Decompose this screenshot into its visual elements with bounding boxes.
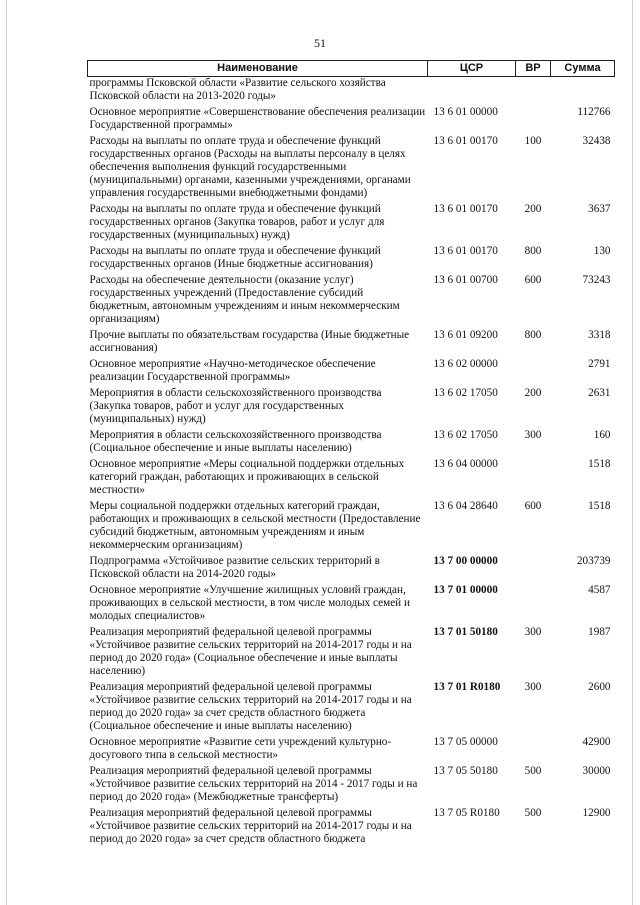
row-sum-cell: 2600 (588, 681, 611, 693)
table-row (88, 245, 615, 274)
table-row (88, 329, 615, 358)
row-vr-cell: 200 (524, 203, 542, 215)
row-sum-cell (551, 77, 615, 107)
table-body (88, 77, 615, 850)
row-csr-cell: 13 6 01 00170 (433, 135, 498, 147)
table-row (88, 626, 615, 681)
row-name-cell: Основное мероприятие «Улучшение жилищных условий граждан, проживающих в сельской местности, в том числе молодых семей и молодых специалистов» (89, 584, 410, 622)
row-sum-cell: 1987 (588, 626, 611, 638)
table-row (88, 135, 615, 203)
table-row (88, 681, 615, 736)
table-row (88, 765, 615, 807)
row-name-cell: Подпрограмма «Устойчивое развитие сельских территорий в Псковской области на 2014-2020 годы» (89, 555, 380, 580)
row-vr-cell (516, 458, 551, 500)
row-vr-cell (516, 584, 551, 626)
row-sum-cell: 32438 (582, 135, 611, 147)
row-sum-cell: 1518 (588, 500, 611, 512)
row-vr-cell: 500 (524, 765, 542, 777)
row-vr-cell: 300 (524, 681, 542, 693)
budget-table (87, 60, 615, 849)
row-name-cell: Расходы на выплаты по оплате труда и обеспечение функций государственных органов (Иные бюджетные ассигнования) (89, 245, 381, 270)
row-vr-cell: 300 (524, 429, 542, 441)
page-number: 51 (314, 36, 326, 50)
row-csr-cell: 13 6 04 28640 (433, 500, 498, 512)
row-csr-cell: 13 7 05 00000 (433, 736, 498, 748)
table-row (88, 500, 615, 555)
row-sum-cell: 160 (593, 429, 611, 441)
row-name-cell: Меры социальной поддержки отдельных категорий граждан, работающих и проживающих в сельской местности (Предоставление субсидий бюджетным, автономным учреждениям и иным некоммерческим организациям) (89, 500, 421, 551)
row-sum-cell: 130 (593, 245, 611, 257)
header-vr: ВР (516, 61, 551, 77)
row-sum-cell: 3637 (588, 203, 611, 215)
row-vr-cell (516, 77, 551, 107)
row-name-cell: Основное мероприятие «Совершенствование обеспечения реализации Государственной программы» (89, 106, 426, 131)
row-name-cell: программы Псковской области «Развитие сельского хозяйства Псковской области на 2013-2020 годы» (89, 77, 386, 102)
row-vr-cell: 200 (524, 387, 542, 399)
row-vr-cell (516, 358, 551, 387)
table-row (88, 584, 615, 626)
table-row (88, 429, 615, 458)
row-csr-cell: 13 6 01 00700 (433, 274, 498, 286)
row-sum-cell: 112766 (577, 106, 611, 118)
table-row (88, 387, 615, 429)
row-csr-cell: 13 6 01 00170 (433, 203, 498, 215)
row-name-cell: Прочие выплаты по обязательствам государства (Иные бюджетные ассигнования) (89, 329, 410, 354)
row-name-cell: Расходы на обеспечение деятельности (оказание услуг) государственных учреждений (Предоставление субсидий бюджетным, автономным учреждениям и иным некоммерческим организациям) (89, 274, 400, 325)
row-name-cell: Основное мероприятие «Развитие сети учреждений культурно-досугового типа в сельской местности» (89, 736, 392, 761)
row-csr-cell: 13 6 02 17050 (433, 387, 498, 399)
table-row (88, 274, 615, 329)
table-row (88, 106, 615, 135)
row-name-cell: Реализация мероприятий федеральной целевой программы «Устойчивое развитие сельских территорий на 2014-2017 годы и на период до 2020 года» (Социальное обеспечение и иные выплаты населению) (89, 626, 412, 677)
row-name-cell: Реализация мероприятий федеральной целевой программы «Устойчивое развитие сельских территорий на 2014-2017 годы и на период до 2020 года» за счет средств областного бюджета (89, 807, 412, 845)
row-vr-cell: 300 (524, 626, 542, 638)
row-vr-cell: 100 (524, 135, 542, 147)
row-sum-cell: 30000 (582, 765, 611, 777)
row-csr-cell: 13 6 02 17050 (433, 429, 498, 441)
table-row (88, 358, 615, 387)
row-csr-cell: 13 6 02 00000 (433, 358, 498, 370)
row-vr-cell (516, 555, 551, 584)
row-name-cell: Основное мероприятие «Научно-методическое обеспечение реализации Государственной программы» (89, 358, 376, 383)
row-vr-cell: 800 (524, 329, 542, 341)
row-csr-cell: 13 7 00 00000 (433, 555, 498, 567)
row-csr-cell: 13 6 04 00000 (433, 458, 498, 470)
table-header-row (88, 61, 615, 77)
row-csr-cell: 13 6 01 09200 (433, 329, 498, 341)
table-row (88, 458, 615, 500)
scan-edge-right (632, 0, 633, 905)
row-csr-cell (428, 77, 516, 107)
table-row (88, 77, 615, 107)
row-vr-cell: 800 (524, 245, 542, 257)
row-csr-cell: 13 7 01 00000 (433, 584, 498, 596)
row-csr-cell: 13 7 05 R0180 (433, 807, 500, 819)
row-sum-cell: 12900 (582, 807, 611, 819)
row-sum-cell: 203739 (576, 555, 611, 567)
table-row (88, 555, 615, 584)
row-vr-cell (516, 736, 551, 765)
row-sum-cell: 42900 (582, 736, 611, 748)
header-sum: Сумма (551, 61, 615, 77)
header-name: Наименование (88, 61, 428, 77)
row-name-cell: Основное мероприятие «Меры социальной поддержки отдельных категорий граждан, работающих и проживающих в сельской местности» (89, 458, 405, 496)
row-vr-cell: 500 (524, 807, 542, 819)
row-name-cell: Мероприятия в области сельскохозяйственного производства (Социальное обеспечение и иные выплаты населению) (89, 429, 382, 454)
header-csr: ЦСР (428, 61, 516, 77)
row-csr-cell: 13 7 05 50180 (433, 765, 498, 777)
row-sum-cell: 73243 (582, 274, 611, 286)
row-name-cell: Мероприятия в области сельскохозяйственного производства (Закупка товаров, работ и услуг для государственных (муниципальных) нужд) (89, 387, 382, 425)
row-csr-cell: 13 7 01 50180 (433, 626, 498, 638)
row-sum-cell: 3318 (588, 329, 611, 341)
row-sum-cell: 2631 (588, 387, 611, 399)
scan-edge-left (6, 0, 7, 905)
row-vr-cell: 600 (524, 274, 542, 286)
table-row (88, 807, 615, 849)
table-row (88, 736, 615, 765)
row-sum-cell: 1518 (588, 458, 611, 470)
row-vr-cell (516, 106, 551, 135)
row-sum-cell: 2791 (588, 358, 611, 370)
row-vr-cell: 600 (524, 500, 542, 512)
row-name-cell: Реализация мероприятий федеральной целевой программы «Устойчивое развитие сельских территорий на 2014-2017 годы и на период до 2020 года» за счет средств областного бюджета (Социальное обеспечение и иные выплаты населению) (89, 681, 412, 732)
row-name-cell: Реализация мероприятий федеральной целевой программы «Устойчивое развитие сельских территорий на 2014 - 2017 годы и на период до 2020 года» (Межбюджетные трансферты) (89, 765, 418, 803)
row-csr-cell: 13 7 01 R0180 (433, 681, 501, 693)
row-sum-cell: 4587 (588, 584, 611, 596)
row-name-cell: Расходы на выплаты по оплате труда и обеспечение функций государственных органов (Расходы на выплаты персоналу в целях обеспечения выполнения функций государственными (муниципальными) органами, казенными учреждениями, органами управления государственными внебюджетными фондами) (89, 135, 411, 199)
row-name-cell: Расходы на выплаты по оплате труда и обеспечение функций государственных органов (Закупка товаров, работ и услуг для государственных (муниципальных) нужд) (89, 203, 385, 241)
row-csr-cell: 13 6 01 00000 (433, 106, 498, 118)
row-csr-cell: 13 6 01 00170 (433, 245, 498, 257)
table-row (88, 203, 615, 245)
